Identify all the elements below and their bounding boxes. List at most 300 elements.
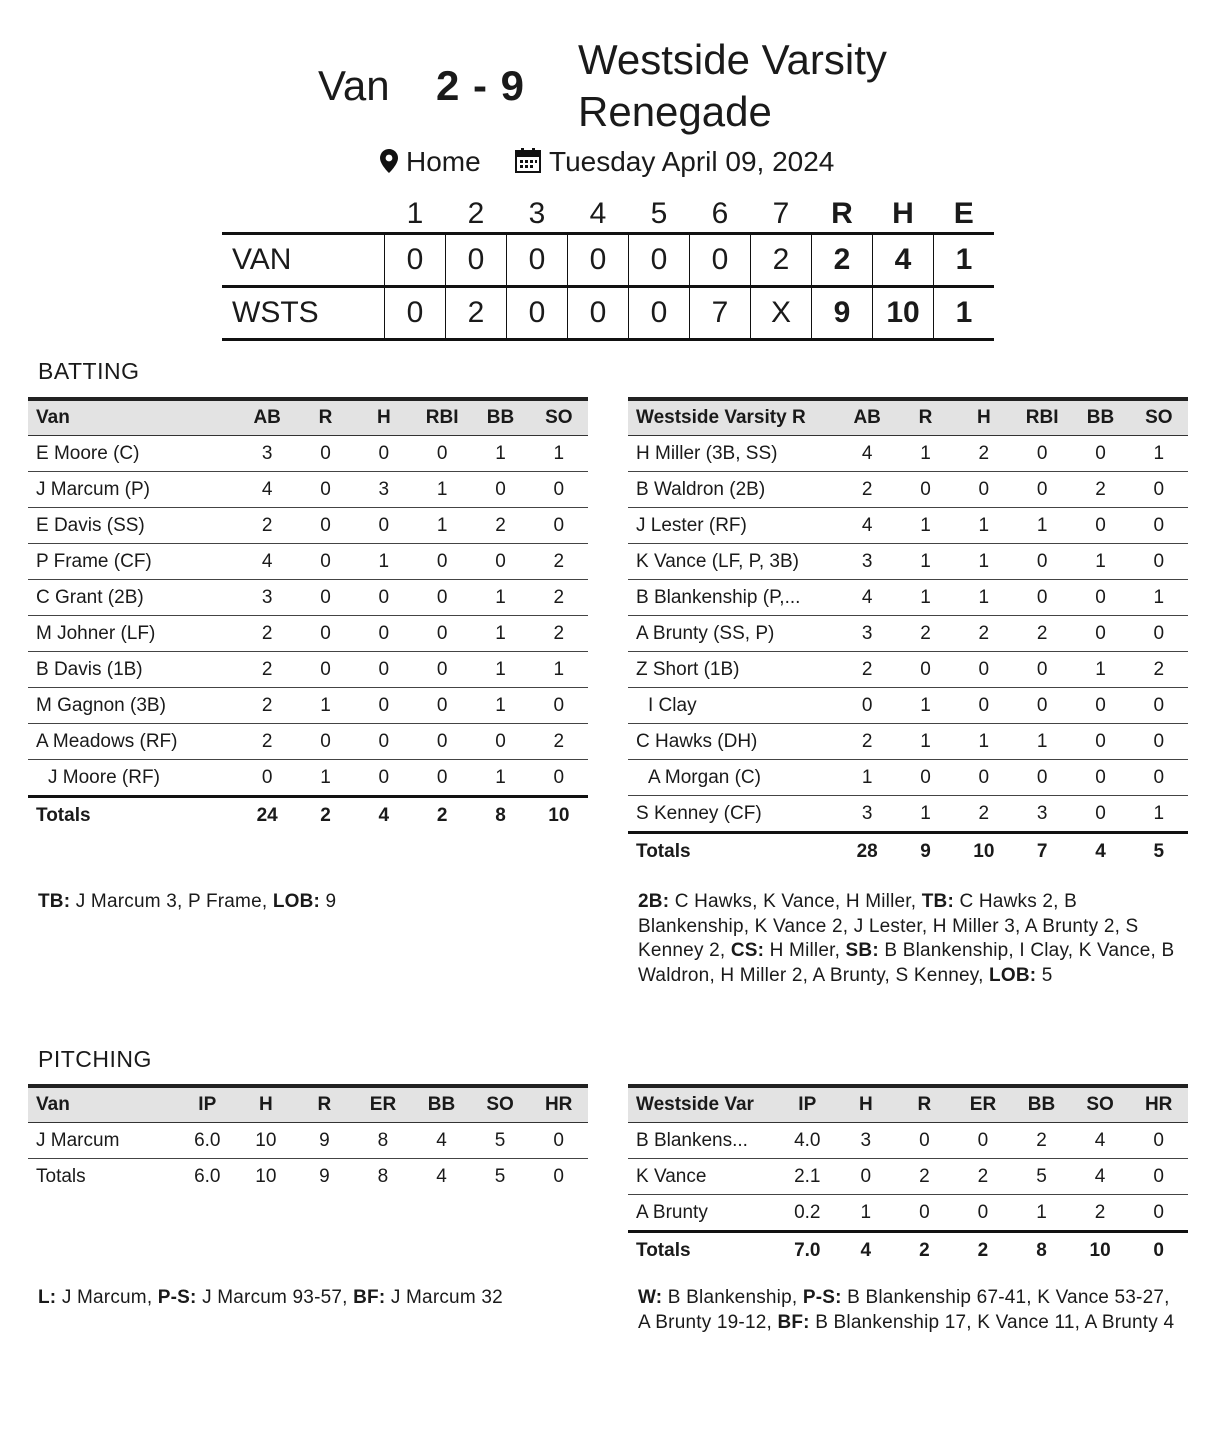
- player-name: H Miller (3B, SS): [628, 436, 838, 472]
- player-name: C Hawks (DH): [628, 724, 838, 760]
- inning-score: 0: [629, 234, 690, 287]
- stat-cell: 5: [1012, 1159, 1071, 1195]
- stat-cell: 0: [355, 580, 413, 616]
- stat-cell: 2: [954, 1159, 1013, 1195]
- totals-cell: 2: [436, 804, 448, 826]
- player-name: J Marcum (P): [28, 472, 238, 508]
- stat-cell: 2: [1130, 652, 1188, 688]
- stat-cell: 0: [955, 652, 1013, 688]
- stat-cell: 0: [1013, 760, 1071, 796]
- stat-cell: 0: [530, 472, 588, 508]
- batting-section-label: BATTING: [38, 358, 140, 384]
- player-name: E Davis (SS): [28, 508, 238, 544]
- player-name: E Moore (C): [28, 436, 238, 472]
- stat-cell: 1: [896, 508, 954, 544]
- totals-cell: 24: [256, 804, 278, 826]
- totals-label: Totals: [636, 1239, 691, 1261]
- note-label: P-S:: [157, 1287, 197, 1308]
- stat-cell: 0: [1130, 724, 1188, 760]
- totals-label: Totals: [36, 804, 91, 826]
- player-name: I Clay: [628, 688, 838, 724]
- totals-row: [28, 1159, 588, 1195]
- stat-cell: 2: [838, 652, 896, 688]
- player-row: [628, 544, 1188, 580]
- team-column-header: Westside Var: [636, 1094, 754, 1115]
- player-row: [28, 472, 588, 508]
- stat-cell: 0: [296, 580, 354, 616]
- inning-score: 2: [751, 234, 812, 287]
- player-name: B Blankenship (P,...: [628, 580, 838, 616]
- pitching-table-wsts: [628, 1084, 1188, 1268]
- stat-cell: 0: [955, 760, 1013, 796]
- stat-column-header: H: [976, 407, 991, 428]
- stat-cell: 1: [1130, 580, 1188, 616]
- note-text: C Hawks, K Vance, H Miller,: [669, 891, 922, 912]
- batting-notes-van: [38, 890, 578, 915]
- stat-cell: 0: [1013, 652, 1071, 688]
- stat-cell: 0: [413, 616, 471, 652]
- stat-cell: 1: [471, 580, 529, 616]
- player-row: [628, 472, 1188, 508]
- home-team-name-line2: Renegade: [578, 88, 772, 135]
- stat-cell: 1: [1012, 1195, 1071, 1232]
- stat-cell: 1: [955, 724, 1013, 760]
- player-name: K Vance (LF, P, 3B): [628, 544, 838, 580]
- game-header: [0, 30, 1218, 140]
- final-score: 2 - 9: [436, 62, 526, 109]
- batting-header-row: [628, 399, 1188, 436]
- stat-column-header: BB: [1027, 1094, 1056, 1115]
- player-row: [628, 724, 1188, 760]
- player-row: [28, 580, 588, 616]
- stat-cell: 0: [1130, 508, 1188, 544]
- stat-column-header: H: [258, 1094, 273, 1115]
- player-name: A Brunty: [628, 1195, 778, 1232]
- player-row: [28, 688, 588, 724]
- totals-cell: 4: [378, 804, 390, 826]
- stat-cell: 3: [838, 796, 896, 833]
- stat-cell: 0: [355, 688, 413, 724]
- totals-cell: 2: [977, 1239, 989, 1261]
- team-column-header: Van: [36, 1094, 70, 1115]
- stat-cell: 2: [238, 508, 296, 544]
- totals-cell: 0: [553, 1165, 564, 1187]
- stat-column-header: SO: [486, 1094, 514, 1115]
- stat-cell: 1: [896, 580, 954, 616]
- stat-cell: 1: [955, 580, 1013, 616]
- stat-cell: 0: [296, 652, 354, 688]
- stat-cell: 3: [838, 544, 896, 580]
- note-label: SB:: [845, 940, 879, 961]
- stat-cell: 0: [530, 760, 588, 797]
- batting-table-wsts: [628, 397, 1188, 869]
- stat-cell: 9: [295, 1123, 354, 1159]
- stat-column-header: AB: [253, 407, 281, 428]
- player-name: J Lester (RF): [628, 508, 838, 544]
- note-label: LOB:: [272, 891, 321, 912]
- stat-cell: 0: [1071, 724, 1129, 760]
- note-label: LOB:: [989, 964, 1037, 986]
- errors-total: 1: [934, 287, 995, 340]
- stat-cell: 0: [355, 616, 413, 652]
- stat-cell: 2: [955, 436, 1013, 472]
- stat-column-header: H: [376, 407, 391, 428]
- game-date: [515, 146, 834, 180]
- inning-score: 0: [385, 287, 446, 340]
- note-text: J Marcum 3, P Frame,: [70, 891, 273, 912]
- inning-header: 6: [711, 197, 729, 230]
- totals-cell: 8: [495, 804, 506, 826]
- stat-cell: 1: [413, 472, 471, 508]
- player-row: [628, 616, 1188, 652]
- inning-score: 2: [446, 287, 507, 340]
- stat-cell: 0: [895, 1123, 954, 1159]
- batting-table-van: [28, 397, 588, 833]
- stat-cell: 1: [1130, 796, 1188, 833]
- inning-score: 0: [446, 234, 507, 287]
- player-name: A Brunty (SS, P): [628, 616, 838, 652]
- stat-cell: 0: [1130, 688, 1188, 724]
- stat-cell: 0: [954, 1123, 1013, 1159]
- stat-cell: 0: [413, 688, 471, 724]
- stat-cell: 1: [471, 652, 529, 688]
- stat-cell: 2.1: [778, 1159, 837, 1195]
- stat-cell: 1: [471, 436, 529, 472]
- runs-total: 9: [812, 287, 873, 340]
- stat-cell: 2: [471, 508, 529, 544]
- stat-cell: 1: [1071, 544, 1129, 580]
- game-meta: [0, 146, 1218, 182]
- totals-row: [628, 833, 1188, 870]
- stat-cell: 1: [296, 760, 354, 797]
- stat-cell: 2: [896, 616, 954, 652]
- inning-header: 3: [528, 197, 546, 230]
- stat-cell: 0: [955, 688, 1013, 724]
- stat-column-header: HR: [1144, 1094, 1173, 1115]
- stat-cell: 1: [471, 688, 529, 724]
- stat-cell: 0: [955, 472, 1013, 508]
- stat-column-header: H: [858, 1094, 873, 1115]
- stat-cell: 1: [896, 688, 954, 724]
- stat-cell: 1: [530, 436, 588, 472]
- stat-cell: 0: [896, 472, 954, 508]
- stat-cell: 4: [838, 508, 896, 544]
- pitching-header-row: [628, 1086, 1188, 1123]
- stat-cell: 0: [895, 1195, 954, 1232]
- inning-header: 1: [406, 197, 424, 230]
- stat-cell: 4: [838, 436, 896, 472]
- stat-cell: 0: [355, 652, 413, 688]
- stat-cell: 4.0: [778, 1123, 837, 1159]
- stat-cell: 2: [1013, 616, 1071, 652]
- stat-cell: 3: [238, 580, 296, 616]
- stat-cell: 2: [238, 688, 296, 724]
- stat-cell: 1: [896, 724, 954, 760]
- stat-cell: 2: [955, 796, 1013, 833]
- line-score-team-header: [222, 196, 385, 234]
- stat-cell: 3: [837, 1123, 896, 1159]
- stat-cell: 0: [413, 580, 471, 616]
- stat-cell: 0: [1071, 508, 1129, 544]
- line-score-team: VAN: [232, 243, 292, 276]
- stat-cell: 0: [1071, 436, 1129, 472]
- stat-column-header: RBI: [425, 407, 459, 428]
- player-row: [628, 688, 1188, 724]
- player-row: [628, 760, 1188, 796]
- totals-label: Totals: [36, 1165, 86, 1187]
- note-text: J Marcum 32: [385, 1287, 503, 1308]
- stat-cell: 2: [530, 580, 588, 616]
- stat-cell: 0: [838, 688, 896, 724]
- stat-column-header: RBI: [1025, 407, 1059, 428]
- stat-cell: 2: [895, 1159, 954, 1195]
- note-text: J Marcum 93-57,: [196, 1287, 354, 1308]
- player-name: A Meadows (RF): [28, 724, 238, 760]
- totals-cell: 4: [860, 1239, 872, 1261]
- stat-cell: 0: [355, 508, 413, 544]
- note-text: B Blankenship, I Clay, K Vance, B Waldron, H Miller 2, A Brunty, S Kenney,: [638, 940, 1175, 986]
- stat-cell: 1: [955, 544, 1013, 580]
- inning-header: 7: [772, 197, 790, 230]
- player-row: [628, 1195, 1188, 1232]
- totals-label: Totals: [636, 840, 691, 862]
- stat-cell: 0: [1071, 616, 1129, 652]
- totals-cell: 8: [1036, 1239, 1047, 1261]
- stat-column-header: BB: [427, 1094, 456, 1115]
- stat-cell: 0: [296, 472, 354, 508]
- date-text: Tuesday April 09, 2024: [549, 146, 835, 177]
- stat-cell: 1: [413, 508, 471, 544]
- inning-score: 7: [690, 287, 751, 340]
- note-label: TB:: [38, 891, 71, 912]
- stat-column-header: R: [917, 1094, 932, 1115]
- player-row: [28, 436, 588, 472]
- stat-cell: 0: [355, 724, 413, 760]
- note-label: TB:: [921, 891, 954, 912]
- totals-cell: 2: [320, 804, 331, 826]
- stat-cell: 0: [355, 760, 413, 797]
- home-team-name-line1: Westside Varsity: [578, 36, 887, 83]
- totals-cell: 4: [436, 1165, 447, 1187]
- note-text: B Blankenship,: [662, 1287, 803, 1308]
- stat-cell: 0: [1130, 472, 1188, 508]
- player-row: [28, 1123, 588, 1159]
- stat-cell: 1: [530, 652, 588, 688]
- totals-cell: 2: [919, 1239, 930, 1261]
- player-row: [28, 760, 588, 797]
- inning-score: X: [751, 287, 812, 340]
- stat-cell: 3: [355, 472, 413, 508]
- stat-cell: 0: [529, 1123, 588, 1159]
- stat-cell: 0: [296, 436, 354, 472]
- player-name: B Waldron (2B): [628, 472, 838, 508]
- stat-cell: 0: [1130, 760, 1188, 796]
- stat-cell: 0: [1071, 760, 1129, 796]
- totals-row: [628, 1232, 1188, 1269]
- stat-cell: 0: [413, 652, 471, 688]
- note-text: H Miller,: [764, 940, 846, 961]
- totals-cell: 7: [1036, 840, 1048, 862]
- player-name: M Gagnon (3B): [28, 688, 238, 724]
- game-location: [380, 146, 481, 180]
- totals-cell: 10: [1089, 1239, 1111, 1261]
- stat-cell: 10: [237, 1123, 296, 1159]
- player-name: C Grant (2B): [28, 580, 238, 616]
- player-row: [28, 508, 588, 544]
- stat-cell: 0: [413, 760, 471, 797]
- stat-cell: 0: [1013, 472, 1071, 508]
- stat-cell: 0: [238, 760, 296, 797]
- totals-cell: 9: [319, 1165, 330, 1187]
- pitching-notes-van: [38, 1286, 598, 1311]
- stat-column-header: SO: [1145, 407, 1173, 428]
- stat-cell: 0: [1013, 688, 1071, 724]
- totals-cell: 5: [494, 1165, 506, 1187]
- team-column-header: Westside Varsity R: [636, 407, 806, 428]
- stat-cell: 2: [238, 724, 296, 760]
- totals-cell: 8: [377, 1165, 389, 1187]
- player-row: [628, 1123, 1188, 1159]
- errors-header: E: [953, 197, 974, 230]
- inning-score: 0: [568, 287, 629, 340]
- totals-cell: 7.0: [794, 1239, 821, 1261]
- stat-cell: 1: [471, 760, 529, 797]
- stat-cell: 1: [1071, 652, 1129, 688]
- stat-cell: 1: [955, 508, 1013, 544]
- runs-total: 2: [812, 234, 873, 287]
- note-label: 2B:: [638, 891, 670, 912]
- stat-cell: 4: [838, 580, 896, 616]
- line-score-row-van: [222, 234, 994, 287]
- batting-notes-wsts: [638, 890, 1183, 988]
- location-text: Home: [406, 146, 481, 177]
- stat-cell: 4: [1071, 1123, 1130, 1159]
- stat-column-header: IP: [798, 1094, 817, 1115]
- note-text: 5: [1036, 964, 1053, 986]
- hits-total: 4: [873, 234, 934, 287]
- inning-score: 0: [568, 234, 629, 287]
- player-name: A Morgan (C): [628, 760, 838, 796]
- note-label: CS:: [730, 940, 765, 961]
- inning-score: 0: [385, 234, 446, 287]
- player-row: [628, 652, 1188, 688]
- stat-cell: 0: [954, 1195, 1013, 1232]
- totals-cell: 28: [856, 840, 878, 862]
- note-label: L:: [38, 1287, 57, 1308]
- stat-column-header: R: [918, 407, 933, 428]
- player-row: [628, 508, 1188, 544]
- stat-cell: 1: [355, 544, 413, 580]
- team-column-header: Van: [36, 407, 70, 428]
- stat-cell: 4: [1071, 1159, 1130, 1195]
- player-name: S Kenney (CF): [628, 796, 838, 833]
- totals-row: [28, 797, 588, 834]
- stat-cell: 2: [1071, 1195, 1130, 1232]
- player-row: [628, 436, 1188, 472]
- pitching-section-label: PITCHING: [38, 1046, 152, 1072]
- stat-cell: 2: [955, 616, 1013, 652]
- stat-cell: 0: [296, 544, 354, 580]
- stat-cell: 2: [238, 652, 296, 688]
- stat-cell: 1: [1013, 508, 1071, 544]
- player-name: B Blankens...: [628, 1123, 778, 1159]
- stat-cell: 3: [238, 436, 296, 472]
- stat-cell: 0: [1071, 580, 1129, 616]
- stat-cell: 2: [838, 472, 896, 508]
- inning-header: 5: [650, 197, 668, 230]
- player-name: M Johner (LF): [28, 616, 238, 652]
- stat-cell: 1: [1130, 436, 1188, 472]
- inning-score: 0: [690, 234, 751, 287]
- stat-cell: 1: [837, 1195, 896, 1232]
- line-score-table: [222, 196, 994, 341]
- player-name: J Moore (RF): [28, 760, 238, 797]
- stat-column-header: IP: [198, 1094, 217, 1115]
- player-row: [28, 544, 588, 580]
- player-name: K Vance: [628, 1159, 778, 1195]
- stat-cell: 0.2: [778, 1195, 837, 1232]
- inning-score: 0: [629, 287, 690, 340]
- pitching-header-row: [28, 1086, 588, 1123]
- totals-cell: 4: [1095, 840, 1106, 862]
- inning-header: 2: [467, 197, 485, 230]
- note-label: W:: [638, 1287, 663, 1308]
- stat-cell: 0: [296, 616, 354, 652]
- stat-cell: 0: [1129, 1159, 1188, 1195]
- stat-cell: 0: [471, 472, 529, 508]
- totals-cell: 5: [1153, 840, 1165, 862]
- note-text: C Hawks 2, B Blankenship, K Vance 2, J Lester, H Miller 3, A Brunty 2, S Kenney 2,: [638, 891, 1139, 961]
- stat-cell: 1: [896, 544, 954, 580]
- stat-column-header: AB: [853, 407, 881, 428]
- totals-cell: 10: [255, 1165, 277, 1187]
- stat-cell: 2: [530, 544, 588, 580]
- calendar-icon: [515, 147, 541, 180]
- runs-header: R: [831, 197, 853, 230]
- stat-cell: 0: [296, 724, 354, 760]
- note-label: P-S:: [802, 1287, 842, 1308]
- inning-score: 0: [507, 287, 568, 340]
- stat-cell: 0: [413, 436, 471, 472]
- player-name: B Davis (1B): [28, 652, 238, 688]
- player-row: [28, 724, 588, 760]
- stat-cell: 1: [296, 688, 354, 724]
- stat-cell: 0: [1013, 436, 1071, 472]
- totals-cell: 6.0: [194, 1165, 221, 1187]
- stat-cell: 3: [838, 616, 896, 652]
- line-score-team: WSTS: [232, 296, 319, 329]
- stat-cell: 0: [1129, 1123, 1188, 1159]
- stat-cell: 1: [896, 436, 954, 472]
- stat-cell: 0: [471, 724, 529, 760]
- player-row: [28, 652, 588, 688]
- batting-header-row: [28, 399, 588, 436]
- stat-cell: 0: [296, 508, 354, 544]
- stat-cell: 1: [471, 616, 529, 652]
- stat-cell: 4: [238, 544, 296, 580]
- hits-total: 10: [873, 287, 934, 340]
- stat-cell: 0: [896, 652, 954, 688]
- inning-header: 4: [589, 197, 607, 230]
- map-pin-icon: [380, 148, 398, 180]
- player-row: [628, 796, 1188, 833]
- stat-column-header: BB: [1086, 407, 1115, 428]
- stat-cell: 0: [1130, 544, 1188, 580]
- hits-header: H: [892, 197, 914, 230]
- totals-cell: 9: [920, 840, 931, 862]
- note-text: 9: [320, 891, 337, 912]
- stat-cell: 0: [1071, 688, 1129, 724]
